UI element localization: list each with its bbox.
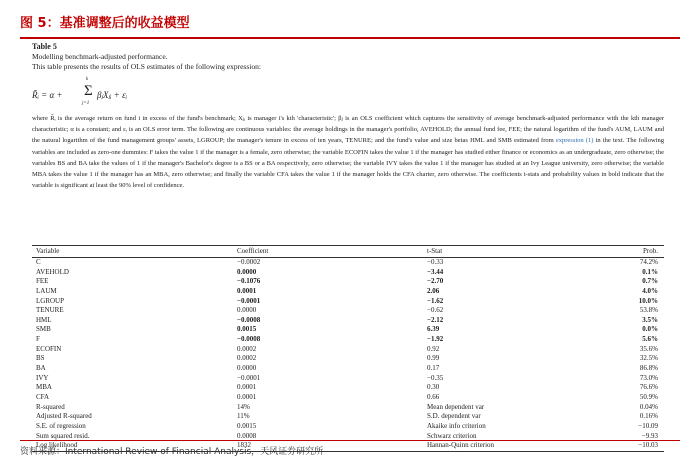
prob-cell: 50.9% bbox=[639, 392, 658, 401]
t-stat-cell: 0.99 bbox=[427, 354, 440, 363]
variable-cell: F bbox=[36, 335, 40, 344]
coefficient-cell: 0.0000 bbox=[237, 267, 257, 276]
prob-cell: 76.6% bbox=[639, 383, 658, 392]
prob-cell: 32.5% bbox=[639, 354, 658, 363]
table-row bbox=[32, 258, 664, 268]
table-row bbox=[32, 316, 664, 326]
stat-value: 0.0008 bbox=[237, 431, 257, 440]
table-panel bbox=[32, 42, 664, 450]
equation-rhs: βⱼXⱼᵢ + εᵢ bbox=[97, 90, 128, 100]
stat-label-right: Hannan-Quinn criterion bbox=[427, 441, 495, 450]
coefficient-cell: 0.0002 bbox=[237, 344, 257, 353]
stat-value-right: −10.03 bbox=[638, 441, 658, 450]
figure-header bbox=[20, 10, 680, 39]
source-note: 资料来源：International Review of Financial Analysis，天风证券研究所 bbox=[20, 447, 324, 457]
variable-cell: HML bbox=[36, 315, 52, 324]
prob-cell: 5.6% bbox=[642, 335, 658, 344]
variable-cell: SMB bbox=[36, 325, 51, 334]
table-row bbox=[32, 345, 664, 355]
stat-label-right: Akaike info criterion bbox=[427, 421, 486, 430]
prob-cell: 10.0% bbox=[638, 296, 658, 305]
coefficient-cell: 0.0000 bbox=[237, 364, 257, 373]
coefficient-cell: 0.0001 bbox=[237, 286, 257, 295]
t-stat-cell: 0.30 bbox=[427, 383, 440, 392]
prob-cell: 0.0% bbox=[642, 325, 658, 334]
coefficient-cell: −0.0001 bbox=[237, 373, 261, 382]
table-row bbox=[32, 393, 664, 403]
equation-upper-limit: k bbox=[86, 77, 89, 82]
variable-cell: FEE bbox=[36, 277, 49, 286]
t-stat-cell: −0.35 bbox=[427, 373, 444, 382]
prob-cell: 86.8% bbox=[639, 364, 658, 373]
stats-row bbox=[32, 403, 664, 413]
equation-lhs: R̃ᵢ = α + bbox=[32, 90, 63, 100]
table-row bbox=[32, 354, 664, 364]
coefficient-cell: 0.0001 bbox=[237, 392, 257, 401]
variable-cell: BA bbox=[36, 364, 46, 373]
variable-cell: TENURE bbox=[36, 306, 64, 315]
table-row bbox=[32, 383, 664, 393]
table-row bbox=[32, 364, 664, 374]
t-stat-cell: 0.92 bbox=[427, 344, 440, 353]
figure-title: 图 5：基准调整后的收益模型 bbox=[20, 16, 190, 31]
notes-text: where R̃ᵢ is the average return on fund i in excess of the fund's benchmark; Xⱼᵢ is manager i's kth 'characteristic'; βⱼ is an OLS coefficient which captures the sensitivity of average benchmark-adjusted performance with the kth manager characteristic; α is a constant; and εᵢ is an OLS error term. The following are continuous variables: the average holdings in the manager's portfolio, AVEHOLD; the annual fund fee, FEE; the natural logarithm of the fund's AUM, LAUM and the natural logarithm of the fund management groups' assets, LGROUP; the manager's tenure in excess of ten years, TENURE; and the fund's value and size betas HML and SMB estimated from bbox=[32, 115, 664, 145]
stats-row bbox=[32, 412, 664, 422]
coefficient-cell: 0.0002 bbox=[237, 354, 257, 363]
notes-text-tail: in the text. The following variables are included as zero-one dummies: F takes the value 1 if the manager is a female, zero otherwise; the variable ECOFIN takes the value 1 if the manager has studied either finance or economics as an undergraduate, zero otherwise; the variables BS and BA take the values of 1 if the manager's Bachelor's degree is a BS or a BA respectively, zero otherwise; the variable IVY takes the value 1 if the manager has studied at an Ivy League university, zero otherwise; the variable MBA takes the value 1 if the manager has an MBA, zero otherwise; and finally the variable CFA takes the value 1 if the manager holds the CFA charter, zero otherwise. The coefficients t-stats and probability values in bold indicate that the variable is significant at least the 90% level of confidence. bbox=[32, 137, 664, 190]
table-row bbox=[32, 335, 664, 345]
stat-label-right: Mean dependent var bbox=[427, 402, 485, 411]
table-number: Table 5 bbox=[32, 42, 57, 51]
stat-label: R-squared bbox=[36, 402, 65, 411]
stats-row bbox=[32, 422, 664, 432]
coefficient-cell: −0.0001 bbox=[237, 296, 261, 305]
header-t-stat: t-Stat bbox=[427, 247, 443, 255]
prob-cell: 53.8% bbox=[639, 306, 658, 315]
coefficient-cell: −0.0008 bbox=[237, 315, 261, 324]
t-stat-cell: −2.12 bbox=[427, 315, 444, 324]
stat-label-right: Schwarz criterion bbox=[427, 431, 477, 440]
stat-label: Adjusted R-squared bbox=[36, 412, 92, 421]
header-variable: Variable bbox=[36, 247, 60, 255]
table-notes bbox=[32, 113, 664, 191]
table-row bbox=[32, 277, 664, 287]
t-stat-cell: 0.66 bbox=[427, 392, 440, 401]
stat-label: Log likelihood bbox=[36, 441, 78, 450]
t-stat-cell: −0.62 bbox=[427, 306, 444, 315]
results-table bbox=[32, 245, 664, 452]
t-stat-cell: −1.92 bbox=[427, 335, 444, 344]
table-body bbox=[32, 258, 664, 403]
t-stat-cell: −3.44 bbox=[427, 267, 444, 276]
variable-cell: BS bbox=[36, 354, 45, 363]
prob-cell: 35.6% bbox=[639, 344, 658, 353]
table-row bbox=[32, 325, 664, 335]
stat-label-right: S.D. dependent var bbox=[427, 412, 481, 421]
table-description: This table presents the results of OLS estimates of the following expression: bbox=[32, 62, 261, 71]
coefficient-cell: 0.0015 bbox=[237, 325, 257, 334]
expression-link[interactable]: expression (1) bbox=[555, 137, 594, 145]
table-row bbox=[32, 374, 664, 384]
t-stat-cell: 6.39 bbox=[427, 325, 440, 334]
coefficient-cell: −0.0008 bbox=[237, 335, 261, 344]
t-stat-cell: 2.06 bbox=[427, 286, 440, 295]
table-row bbox=[32, 297, 664, 307]
variable-cell: LAUM bbox=[36, 286, 57, 295]
prob-cell: 0.1% bbox=[642, 267, 658, 276]
table-header-row bbox=[32, 246, 664, 258]
table-row bbox=[32, 287, 664, 297]
stat-value: 1832 bbox=[237, 441, 251, 450]
stat-value-right: −10.09 bbox=[638, 421, 658, 430]
regression-equation bbox=[32, 79, 172, 111]
stat-value-right: 0.04% bbox=[639, 402, 658, 411]
equation-sigma: Σ bbox=[84, 83, 93, 99]
stat-value-right: 0.16% bbox=[639, 412, 658, 421]
t-stat-cell: 0.17 bbox=[427, 364, 440, 373]
table-title: Modelling benchmark-adjusted performance. bbox=[32, 52, 168, 61]
t-stat-cell: −1.62 bbox=[427, 296, 444, 305]
coefficient-cell: −0.1076 bbox=[237, 277, 261, 286]
equation-lower-limit: j=1 bbox=[82, 101, 90, 106]
stat-value: 0.0015 bbox=[237, 421, 257, 430]
variable-cell: LGROUP bbox=[36, 296, 65, 305]
prob-cell: 0.7% bbox=[642, 277, 658, 286]
coefficient-cell: 0.0001 bbox=[237, 383, 257, 392]
t-stat-cell: −0.33 bbox=[427, 258, 444, 266]
t-stat-cell: −2.70 bbox=[427, 277, 444, 286]
stat-label: S.E. of regression bbox=[36, 421, 86, 430]
prob-cell: 73.0% bbox=[639, 373, 658, 382]
variable-cell: MBA bbox=[36, 383, 52, 392]
stat-label: Sum squared resid. bbox=[36, 431, 90, 440]
coefficient-cell: −0.0002 bbox=[237, 258, 261, 266]
header-coefficient: Coefficient bbox=[237, 247, 269, 255]
source-footer bbox=[20, 440, 680, 461]
stat-value: 14% bbox=[237, 402, 250, 411]
prob-cell: 4.0% bbox=[642, 286, 658, 295]
variable-cell: C bbox=[36, 258, 41, 266]
stat-value: 11% bbox=[237, 412, 250, 421]
header-prob: Prob. bbox=[643, 247, 658, 255]
coefficient-cell: 0.0000 bbox=[237, 306, 257, 315]
variable-cell: AVEHOLD bbox=[36, 267, 69, 276]
stat-value-right: −9.93 bbox=[641, 431, 658, 440]
prob-cell: 3.5% bbox=[642, 315, 658, 324]
prob-cell: 74.2% bbox=[639, 258, 658, 266]
table-row bbox=[32, 268, 664, 278]
variable-cell: ECOFIN bbox=[36, 344, 62, 353]
variable-cell: CFA bbox=[36, 392, 50, 401]
variable-cell: IVY bbox=[36, 373, 49, 382]
table-row bbox=[32, 306, 664, 316]
